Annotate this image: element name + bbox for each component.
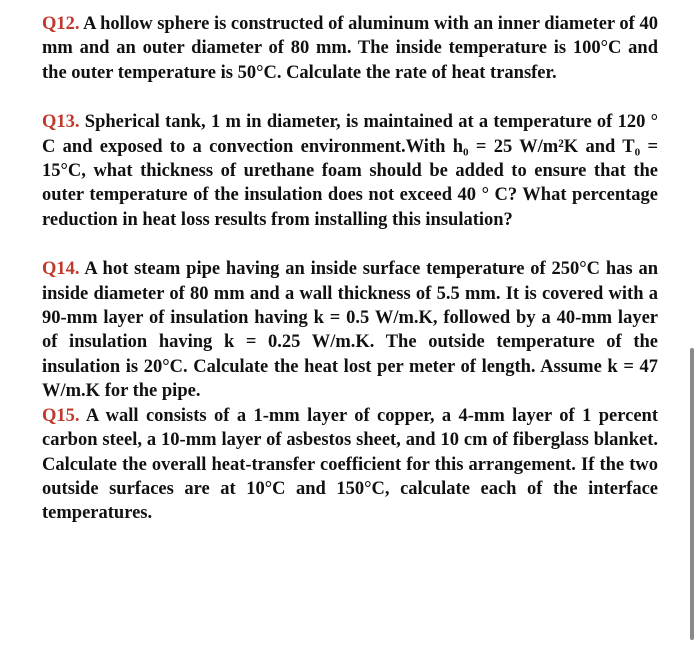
question-12 (42, 12, 658, 85)
question-number: Q14. (42, 259, 80, 280)
question-number: Q15. (42, 405, 80, 426)
question-number: Q12. (42, 14, 80, 34)
question-13 (42, 110, 658, 232)
question-text: A hollow sphere is constructed of aluminum with an inner diameter of 40 mm and an outer diameter of 80 mm. The inside temperature is 100°C and the outer temperature is 50°C. Calculate the rate of heat transfer. (42, 14, 658, 83)
question-text: A wall consists of a 1-mm layer of copper, a 4-mm layer of 1 percent carbon steel, a 10-mm layer of asbestos sheet, and 10 cm of fiberglass blanket. Calculate the overall heat-transfer coefficient for this arrangement. If the two outside surfaces are at 10°C and 150°C, calculate each of the interface temperatures. (42, 405, 658, 524)
document-body (42, 12, 658, 526)
question-number: Q13. (42, 112, 80, 133)
question-text: A hot steam pipe having an inside surface temperature of 250°C has an inside diameter of 80 mm and a wall thickness of 5.5 mm. It is covered with a 90-mm layer of insulation having k = 0.5 W/m.K, followed by a 40-mm layer of insulation having k = 0.25 W/m.K. The outside temperature of the insulation is 20°C. Calculate the heat lost per meter of length. Assume k = 47 W/m.K for the pipe. (42, 259, 658, 402)
question-15 (42, 404, 658, 526)
scrollbar[interactable] (690, 348, 694, 640)
question-text: Spherical tank, 1 m in diameter, is maintained at a temperature of 120 ° C and exposed to a convection environment.With h₀ = 25 W/m²K and T₀ = 15°C, what thickness of urethane foam should be added to ensure that the outer temperature of the insulation does not exceed 40 ° C? What percentage reduction in heat loss results from installing this insulation? (42, 112, 659, 230)
question-14 (42, 257, 658, 403)
